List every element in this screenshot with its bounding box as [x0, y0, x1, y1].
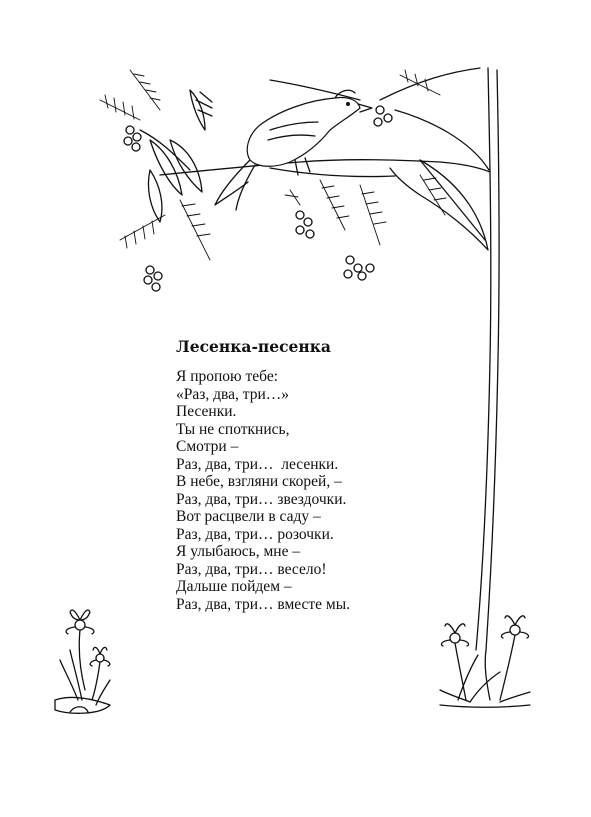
- poem-line: Песенки.: [176, 403, 237, 420]
- bird-drawing: [215, 90, 372, 210]
- flower-bottom-right: [440, 616, 530, 707]
- poem-line: В небе, взгляни скорей, –: [176, 473, 342, 490]
- poem-lines: [176, 368, 436, 613]
- poem-line: Раз, два, три… лесенки.: [176, 455, 339, 473]
- poem-title: Лесенка-песенка: [176, 337, 331, 356]
- poem-line: Раз, два, три… розочки.: [176, 525, 334, 543]
- poem-line: «Раз, два, три…»: [176, 385, 290, 403]
- poem-line: Ты не споткнись,: [176, 420, 290, 438]
- poem-line: Я пропою тебе:: [176, 368, 279, 385]
- poem-line: Вот расцвели в саду –: [176, 508, 321, 525]
- poem-line: Раз, два, три… звездочки.: [176, 490, 347, 508]
- flower-bottom-left: [55, 610, 110, 713]
- poem-line: Дальше пойдем –: [176, 578, 292, 595]
- poem-line: Раз, два, три… вместе мы.: [176, 595, 351, 613]
- leaf-clusters: [100, 70, 212, 260]
- poem-line: Я улыбаюсь, мне –: [176, 543, 301, 560]
- poem-line: Раз, два, три… весело!: [176, 560, 327, 578]
- poem: [176, 337, 436, 613]
- poem-line: Смотри –: [176, 438, 239, 455]
